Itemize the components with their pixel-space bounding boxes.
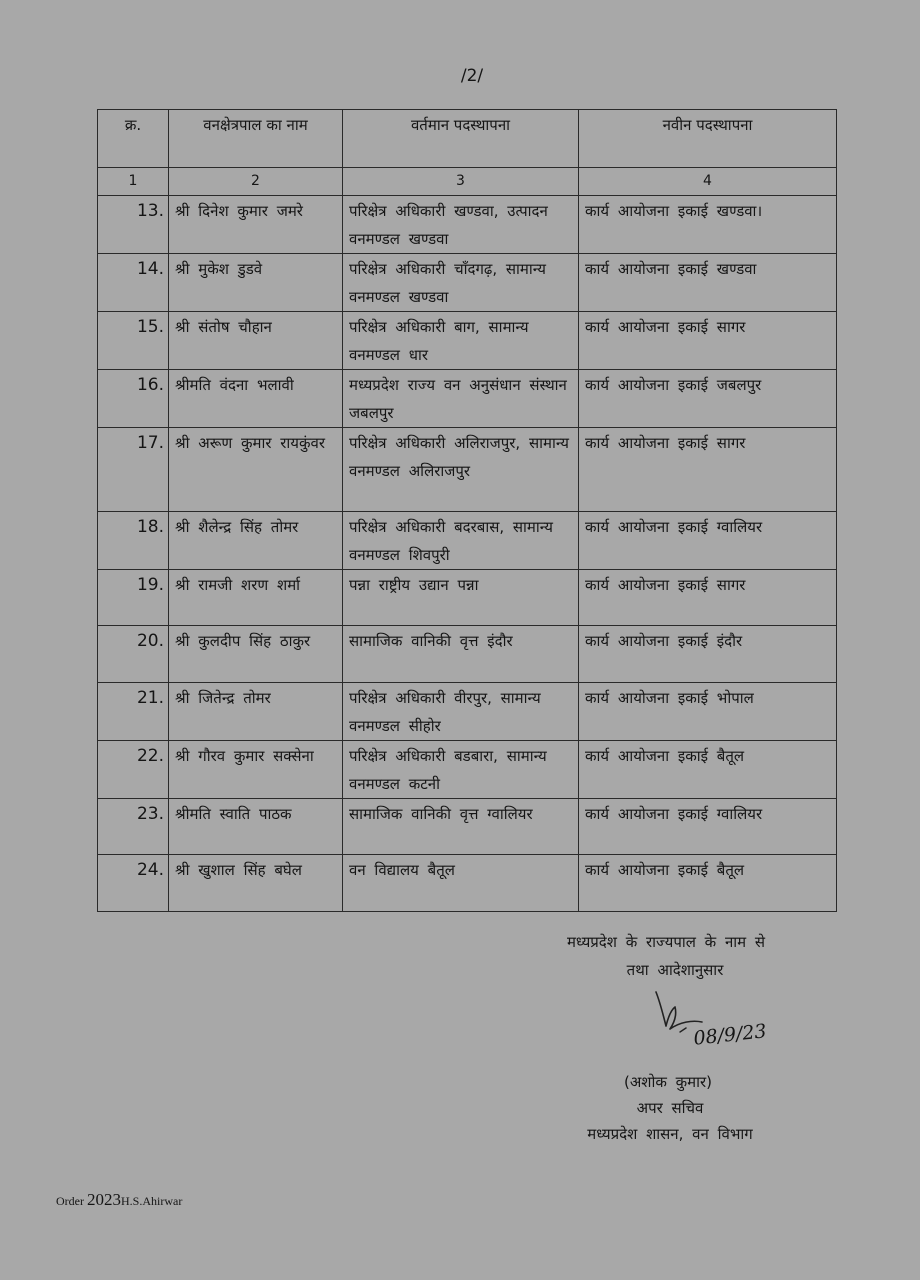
serial-number: 18. — [98, 512, 169, 570]
new-posting: कार्य आयोजना इकाई ग्वालियर — [579, 799, 837, 855]
new-posting: कार्य आयोजना इकाई बैतूल — [579, 855, 837, 912]
order-footer — [56, 1190, 182, 1210]
current-posting: वन विद्यालय बैतूल — [343, 855, 579, 912]
column-number: 3 — [343, 168, 579, 196]
table-row — [98, 428, 837, 512]
signatory-name: (अशोक कुमार) — [623, 1073, 713, 1091]
column-number: 4 — [579, 168, 837, 196]
serial-number: 14. — [98, 254, 169, 312]
serial-number: 19. — [98, 570, 169, 626]
current-posting: परिक्षेत्र अधिकारी अलिराजपुर, सामान्य वनमण्डल अलिराजपुर — [343, 428, 579, 512]
new-posting: कार्य आयोजना इकाई सागर — [579, 312, 837, 370]
serial-number: 15. — [98, 312, 169, 370]
table-row — [98, 370, 837, 428]
ranger-name: श्री अरूण कुमार रायकुंवर — [169, 428, 343, 512]
current-posting: पन्ना राष्ट्रीय उद्यान पन्ना — [343, 570, 579, 626]
table-row — [98, 855, 837, 912]
current-posting: सामाजिक वानिकी वृत्त ग्वालियर — [343, 799, 579, 855]
serial-number: 22. — [98, 741, 169, 799]
order-line-authority: तथा आदेशानुसार — [626, 961, 724, 979]
footer-prefix: Order — [56, 1194, 84, 1208]
table-row — [98, 799, 837, 855]
new-posting: कार्य आयोजना इकाई भोपाल — [579, 683, 837, 741]
new-posting: कार्य आयोजना इकाई इंदौर — [579, 626, 837, 683]
order-line-governor: मध्यप्रदेश के राज्यपाल के नाम से — [566, 933, 766, 951]
current-posting: परिक्षेत्र अधिकारी खण्डवा, उत्पादन वनमण्डल खण्डवा — [343, 196, 579, 254]
ranger-name: श्री रामजी शरण शर्मा — [169, 570, 343, 626]
table-row — [98, 683, 837, 741]
ranger-name: श्रीमति वंदना भलावी — [169, 370, 343, 428]
table-row — [98, 196, 837, 254]
signature-date: 08/9/23 — [692, 1020, 768, 1050]
column-number: 1 — [98, 168, 169, 196]
new-posting: कार्य आयोजना इकाई सागर — [579, 428, 837, 512]
current-posting: परिक्षेत्र अधिकारी चॉंदगढ़, सामान्य वनमण्डल खण्डवा — [343, 254, 579, 312]
ranger-name: श्री गौरव कुमार सक्सेना — [169, 741, 343, 799]
new-posting: कार्य आयोजना इकाई खण्डवा। — [579, 196, 837, 254]
new-posting: कार्य आयोजना इकाई सागर — [579, 570, 837, 626]
table-row — [98, 254, 837, 312]
header-name: वनक्षेत्रपाल का नाम — [169, 110, 343, 168]
current-posting: परिक्षेत्र अधिकारी बाग, सामान्य वनमण्डल धार — [343, 312, 579, 370]
signatory-department: मध्यप्रदेश शासन, वन विभाग — [587, 1125, 753, 1143]
table-row — [98, 312, 837, 370]
header-new-posting: नवीन पदस्थापना — [579, 110, 837, 168]
current-posting: सामाजिक वानिकी वृत्त इंदौर — [343, 626, 579, 683]
serial-number: 24. — [98, 855, 169, 912]
ranger-name: श्रीमति स्वाति पाठक — [169, 799, 343, 855]
current-posting: परिक्षेत्र अधिकारी बडबारा, सामान्य वनमण्डल कटनी — [343, 741, 579, 799]
new-posting: कार्य आयोजना इकाई ग्वालियर — [579, 512, 837, 570]
ranger-name: श्री शैलेन्द्र सिंह तोमर — [169, 512, 343, 570]
ranger-name: श्री मुकेश डुडवे — [169, 254, 343, 312]
ranger-name: श्री जितेन्द्र तोमर — [169, 683, 343, 741]
table-row — [98, 512, 837, 570]
serial-number: 21. — [98, 683, 169, 741]
table-row — [98, 626, 837, 683]
new-posting: कार्य आयोजना इकाई जबलपुर — [579, 370, 837, 428]
signatory-designation: अपर सचिव — [636, 1099, 704, 1117]
current-posting: परिक्षेत्र अधिकारी बदरबास, सामान्य वनमण्डल शिवपुरी — [343, 512, 579, 570]
header-current-posting: वर्तमान पदस्थापना — [343, 110, 579, 168]
new-posting: कार्य आयोजना इकाई खण्डवा — [579, 254, 837, 312]
table-header-row — [98, 110, 837, 168]
current-posting: मध्यप्रदेश राज्य वन अनुसंधान संस्थान जबलपुर — [343, 370, 579, 428]
transfer-table — [97, 109, 837, 912]
ranger-name: श्री खुशाल सिंह बघेल — [169, 855, 343, 912]
serial-number: 20. — [98, 626, 169, 683]
serial-number: 13. — [98, 196, 169, 254]
footer-year: 2023 — [86, 1190, 121, 1209]
table-row — [98, 741, 837, 799]
ranger-name: श्री दिनेश कुमार जमरे — [169, 196, 343, 254]
ranger-name: श्री कुलदीप सिंह ठाकुर — [169, 626, 343, 683]
footer-author: H.S.Ahirwar — [120, 1194, 183, 1208]
serial-number: 23. — [98, 799, 169, 855]
new-posting: कार्य आयोजना इकाई बैतूल — [579, 741, 837, 799]
page-number: /2/ — [460, 66, 484, 86]
column-number-row — [98, 168, 837, 196]
header-serial: क्र. — [98, 110, 169, 168]
table-row — [98, 570, 837, 626]
column-number: 2 — [169, 168, 343, 196]
current-posting: परिक्षेत्र अधिकारी वीरपुर, सामान्य वनमण्डल सीहोर — [343, 683, 579, 741]
ranger-name: श्री संतोष चौहान — [169, 312, 343, 370]
serial-number: 16. — [98, 370, 169, 428]
serial-number: 17. — [98, 428, 169, 512]
